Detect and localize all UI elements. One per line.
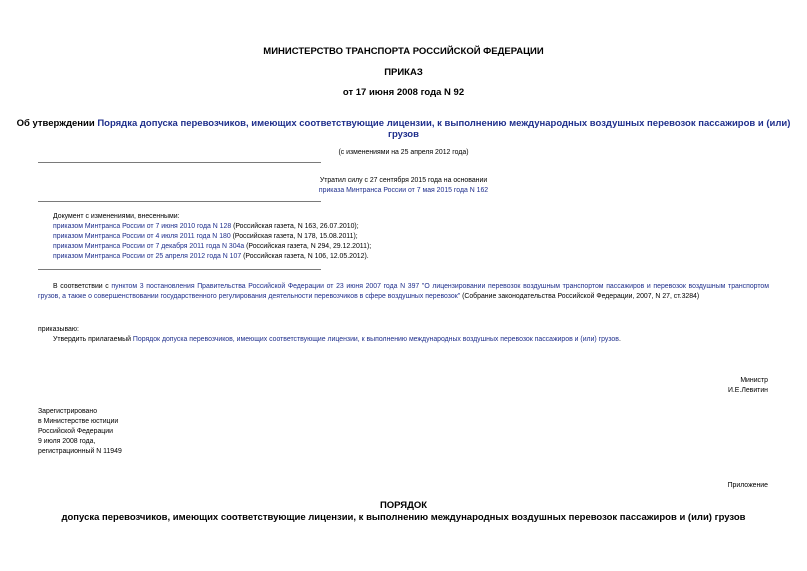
list-item [53,232,371,242]
doc-title-prefix: Об утверждении [16,118,98,129]
appendix-subheading: допуска перевозчиков, имеющих соответствующие лицензии, к выполнению международных воздушных перевозок пассажиров и (или) грузов [61,512,746,523]
ministry-heading: МИНИСТЕРСТВО ТРАНСПОРТА РОССИЙСКОЙ ФЕДЕРАЦИИ [263,46,544,57]
prikazyvayu-text: приказываю: [38,326,79,333]
doc-date-number: от 17 июня 2008 года N 92 [342,87,465,98]
registration-line: Зарегистрировано [38,408,98,415]
order-start: Утвердить прилагаемый [53,336,133,343]
preamble-paragraph [38,282,769,302]
amendment-source: (Российская газета, N 178, 15.08.2011); [230,233,358,240]
procedure-link[interactable]: Порядок допуска перевозчиков, имеющих соответствующие лицензии, к выполнению международных воздушных перевозок пассажиров и (или) грузов [132,336,619,343]
amendment-link[interactable]: приказом Минтранса России от 4 июля 2011 года N 180 [53,233,231,240]
divider [38,269,321,270]
repeal-order-link[interactable]: приказа Минтранса России от 7 мая 2015 года N 162 [318,187,489,194]
order-title-link-cont[interactable]: грузов [388,129,419,140]
registration-block [38,407,122,457]
amendment-link[interactable]: приказом Минтранса России от 25 апреля 2012 года N 107 [53,253,242,260]
divider [38,162,321,163]
preamble-start: В соответствии с [53,283,112,290]
changes-heading: Документ с изменениями, внесенными: [53,213,180,220]
status-link-line [0,186,807,196]
amendment-note: (с изменениями на 25 апреля 2012 года) [338,149,469,156]
doc-type-heading: ПРИКАЗ [384,67,423,78]
order-end: . [618,336,621,343]
list-item [53,252,371,262]
appendix-label: Приложение [727,482,768,489]
amendment-source: (Российская газета, N 163, 26.07.2010); [231,223,359,230]
order-paragraph [53,335,621,345]
registration-line: регистрационный N 11949 [38,448,122,455]
signature-position: Министр [740,377,768,384]
signature-name: И.Е.Левитин [727,387,768,394]
amendment-source: (Российская газета, N 106, 12.05.2012). [241,253,369,260]
amendment-link[interactable]: приказом Минтранса России от 7 декабря 2011 года N 304а [53,243,245,250]
registration-line: в Министерстве юстиции [38,418,119,425]
government-decree-link[interactable]: пунктом 3 постановления Правительства Российской Федерации от 23 июня 2007 года N 397 "О лицензировании перевозок воздушным транспортом пассажиров и перевозок воздушным транспортом грузов, а также о совершенствовании государственного регулирования деятельности перевозчиков в сфере воздушных перевозок" [38,283,769,300]
registration-line: Российской Федерации [38,428,113,435]
doc-title [0,118,807,140]
order-title-link[interactable]: Порядка допуска перевозчиков, имеющих соответствующие лицензии, к выполнению международных воздушных перевозок пассажиров и (или) [97,118,791,129]
status-line: Утратил силу с 27 сентября 2015 года на основании [319,177,488,184]
preamble-end: (Собрание законодательства Российской Федерации, 2007, N 27, ст.3284) [460,293,700,300]
appendix-heading: ПОРЯДОК [379,500,428,511]
registration-line: 9 июля 2008 года, [38,438,96,445]
list-item [53,242,371,252]
amendment-link[interactable]: приказом Минтранса России от 7 июня 2010 года N 128 [53,223,232,230]
signature-block [728,376,768,396]
changes-block [53,212,371,262]
amendment-source: (Российская газета, N 294, 29.12.2011); [244,243,372,250]
divider [38,201,321,202]
list-item [53,222,371,232]
